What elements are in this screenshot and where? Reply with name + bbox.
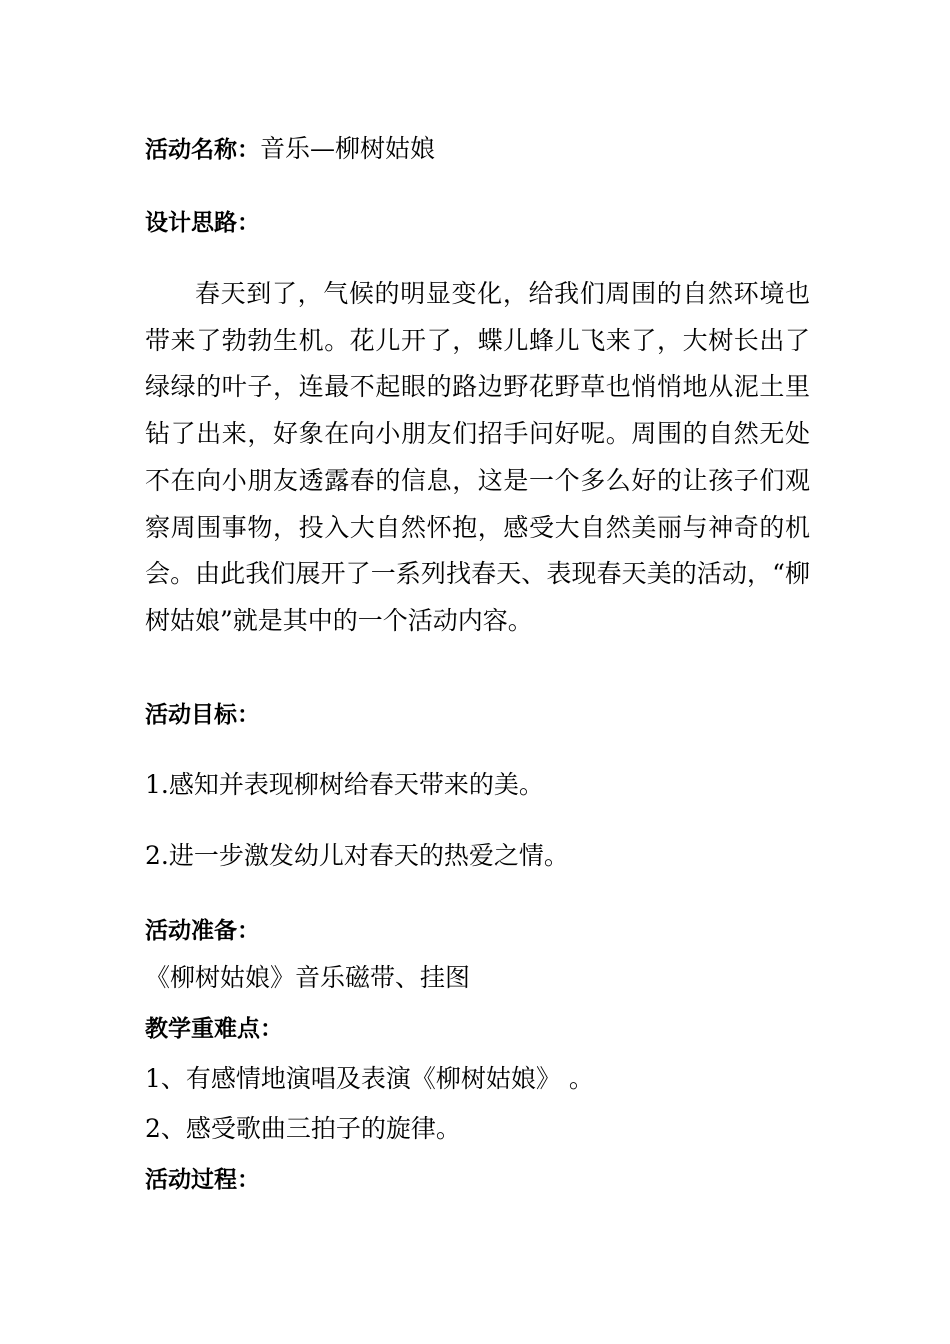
activity-name-value: 音乐—柳树姑娘 [260,134,436,163]
design-paragraph: 春天到了，气候的明显变化，给我们周围的自然环境也带来了勃勃生机。花儿开了，蝶儿蜂儿飞来了，大树长出了绿绿的叶子，连最不起眼的路边野花野草也悄悄地从泥土里钻了出来，好象在向小朋友们招手问好呢。周围的自然无处不在向小朋友透露春的信息，这是一个多么好的让孩子们观察周围事物，投入大自然怀抱，感受大自然美丽与神奇的机会。由此我们展开了一系列找春天、表现春天美的活动，“柳树姑娘”就是其中的一个活动内容。 [145,279,810,635]
process-heading: 活动过程： [145,1167,260,1193]
goals-heading: 活动目标： [145,702,260,728]
preparation-heading: 活动准备： [145,918,260,944]
design-heading: 设计思路： [145,210,260,236]
activity-name-label: 活动名称： [145,137,260,163]
key-point-item-1: 1、有感情地演唱及表演《柳树姑娘》 。 [145,1064,594,1093]
goal-item-1: 1.感知并表现柳树给春天带来的美。 [145,770,544,799]
key-point-item-2: 2、感受歌曲三拍子的旋律。 [145,1114,461,1143]
preparation-text: 《柳树姑娘》音乐磁带、挂图 [145,963,471,992]
key-points-heading: 教学重难点： [145,1016,283,1042]
activity-name-line [145,134,435,165]
goal-item-2: 2.进一步激发幼儿对春天的热爱之情。 [145,841,569,870]
